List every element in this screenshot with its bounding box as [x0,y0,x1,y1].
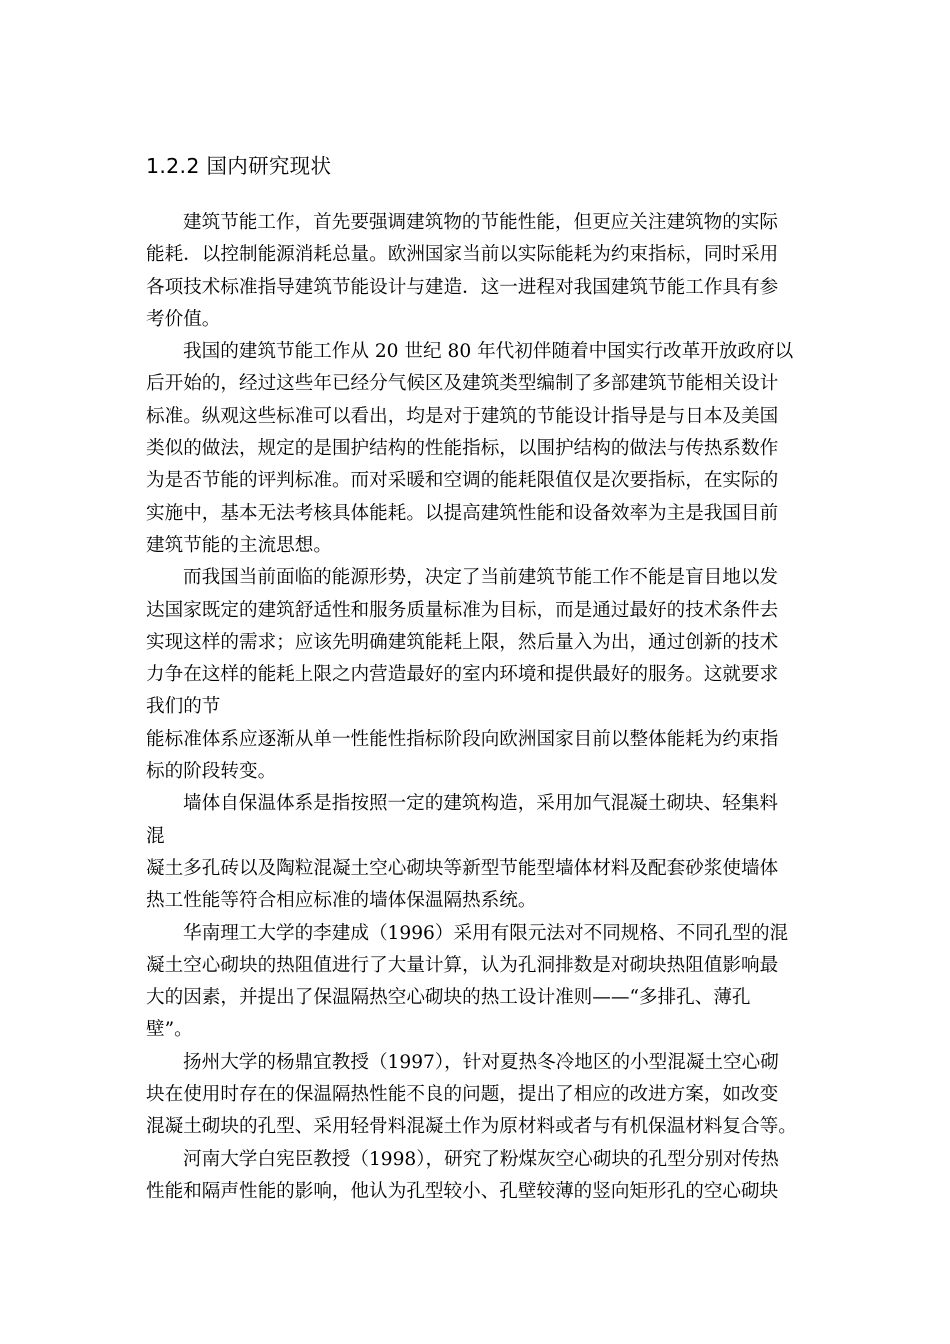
text-line: 混 [146,825,165,847]
text-line: 热工性能等符合相应标准的墙体保温隔热系统。 [146,890,537,912]
text-line: 标准。纵观这些标准可以看出，均是对于建筑的节能设计指导是与日本及美国 [146,405,779,427]
text-line: 标的阶段转变。 [146,761,277,783]
paragraph-wall-insulation [146,788,826,917]
text-line: 建筑节能的主流思想。 [146,534,332,556]
text-line: 我国的建筑节能工作从 20 世纪 80 年代初伴随着中国实行改革开放政府以 [183,341,794,363]
section-heading: 1.2.2 国内研究现状 [146,154,332,178]
text-line: 混凝土砌块的孔型、采用轻骨料混凝土作为原材料或者与有机保温材料复合等。 [146,1116,797,1138]
text-line: 墙体自保温体系是指按照一定的建筑构造，采用加气混凝土砌块、轻集料 [183,793,779,815]
text-line: 为是否节能的评判标准。而对采暖和空调的能耗限值仅是次要指标，在实际的 [146,470,779,492]
text-line: 实施中，基本无法考核具体能耗。以提高建筑性能和设备效率为主是我国目前 [146,502,779,524]
text-line: 考价值。 [146,308,221,330]
text-line: 实现这样的需求；应该先明确建筑能耗上限，然后量入为出，通过创新的技术 [146,631,779,653]
paragraph-energy-focus [146,207,826,336]
text-line: 块在使用时存在的保温隔热性能不良的问题，提出了相应的改进方案，如改变 [146,1084,779,1106]
text-line: 建筑节能工作，首先要强调建筑物的节能性能，但更应关注建筑物的实际 [183,212,779,233]
paragraph-south-china-study [146,918,826,1047]
text-line: 各项技术标准指导建筑节能设计与建造．这一进程对我国建筑节能工作具有参 [146,276,779,298]
body-text [146,207,826,1208]
text-line: 我们的节 [146,696,221,718]
paragraph-henan-study [146,1144,826,1209]
text-line: 扬州大学的杨鼎宜教授（1997），针对夏热冬冷地区的小型混凝土空心砌 [183,1051,779,1073]
text-line: 类似的做法，规定的是围护结构的性能指标，以围护结构的做法与传热系数作 [146,438,779,460]
text-line: 性能和隔声性能的影响，他认为孔型较小、孔壁较薄的竖向矩形孔的空心砌块 [146,1180,779,1202]
text-line: 河南大学白宪臣教授（1998），研究了粉煤灰空心砌块的孔型分别对传热 [183,1148,779,1170]
text-line: 壁”。 [146,1019,193,1041]
text-line: 大的因素，并提出了保温隔热空心砌块的热工设计准则——“多排孔、薄孔 [146,987,751,1009]
paragraph-china-history [146,336,826,562]
text-line: 而我国当前面临的能源形势，决定了当前建筑节能工作不能是盲目地以发 [183,567,779,589]
text-line: 达国家既定的建筑舒适性和服务质量标准为目标，而是通过最好的技术条件去 [146,599,779,621]
text-line: 后开始的，经过这些年已经分气候区及建筑类型编制了多部建筑节能相关设计 [146,373,779,395]
text-line: 能标准体系应逐渐从单一性能性指标阶段向欧洲国家目前以整体能耗为约束指 [146,728,779,750]
text-line: 力争在这样的能耗上限之内营造最好的室内环境和提供最好的服务。这就要求 [146,664,779,686]
text-line: 能耗．以控制能源消耗总量。欧洲国家当前以实际能耗为约束指标，同时采用 [146,244,779,266]
text-line: 凝土空心砌块的热阻值进行了大量计算，认为孔洞排数是对砌块热阻值影响最 [146,954,779,976]
paragraph-energy-situation [146,562,826,788]
text-line: 华南理工大学的李建成（1996）采用有限元法对不同规格、不同孔型的混 [183,922,789,944]
paragraph-yangzhou-study [146,1047,826,1144]
text-line: 凝土多孔砖以及陶粒混凝土空心砌块等新型节能型墙体材料及配套砂浆使墙体 [146,857,779,879]
